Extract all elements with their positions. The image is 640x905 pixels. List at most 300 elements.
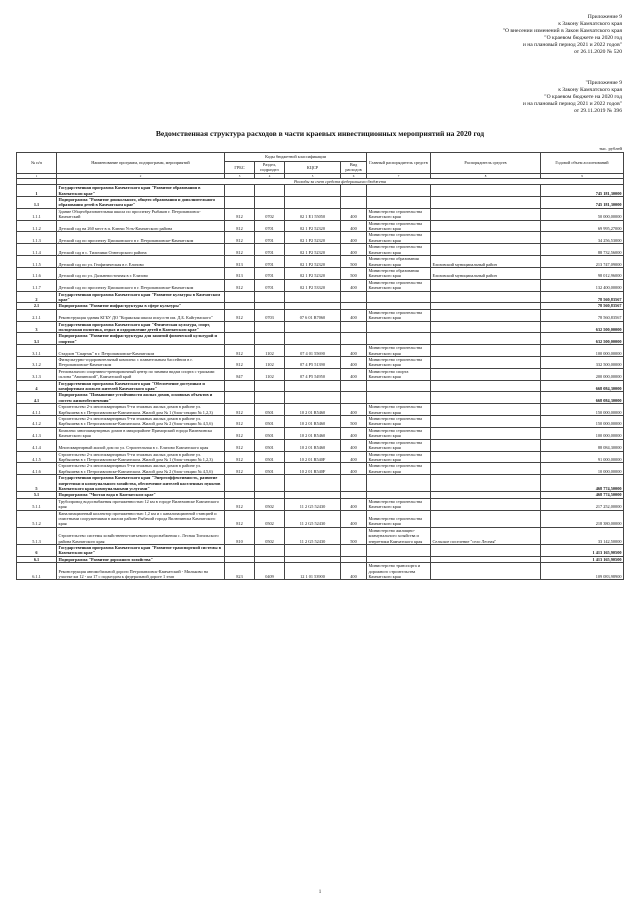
row-vid: 400 <box>341 451 367 463</box>
row-vid: 400 <box>341 463 367 475</box>
row-main-manager: Министерство образования Камчатского края <box>367 267 431 279</box>
column-index-cell: 6 <box>341 173 367 178</box>
row-manager <box>431 392 541 404</box>
table-row <box>17 244 624 256</box>
col-codes-header: Коды бюджетной классификации <box>225 153 367 162</box>
row-grbs <box>225 380 255 392</box>
row-number: 6 <box>17 545 57 557</box>
row-manager <box>431 291 541 303</box>
row-number: 2.1.1 <box>17 309 57 321</box>
column-index-cell: 3 <box>225 173 255 178</box>
column-index-cell: 2 <box>57 173 225 178</box>
col-grbs-header: ГРБС <box>225 162 255 174</box>
row-vid: 400 <box>341 404 367 416</box>
col-sum-header: Годовой объем ассигнований <box>541 153 624 174</box>
row-grbs: 810 <box>225 527 255 544</box>
row-manager <box>431 498 541 510</box>
row-vid: 400 <box>341 357 367 369</box>
row-number: 1.1.2 <box>17 220 57 232</box>
row-grbs <box>225 545 255 557</box>
row-name: Подпрограмма "Развитие дошкольного, общего образования и дополнительного образования детей в Камчатском крае" <box>57 197 225 209</box>
row-name: Детский сад на 260 мест в п. Ключи Усть-Камчатского района <box>57 220 225 232</box>
row-vid <box>341 197 367 209</box>
row-sum: 150 000,00000 <box>541 416 624 428</box>
row-manager <box>431 185 541 197</box>
table-row <box>17 208 624 220</box>
row-number: 5.1.1 <box>17 498 57 510</box>
row-manager <box>431 279 541 291</box>
row-sum: 668 084,30000 <box>541 392 624 404</box>
row-main-manager: Министерство строительства Камчатского края <box>367 498 431 510</box>
row-number: 5.1.3 <box>17 527 57 544</box>
row-ksr <box>285 333 341 345</box>
row-vid: 400 <box>341 427 367 439</box>
row-number: 1.1.7 <box>17 279 57 291</box>
row-sum: 332 500,00000 <box>541 357 624 369</box>
row-number: 4 <box>17 380 57 392</box>
section-label: Расходы за счет средств федерального бюджета <box>57 178 624 184</box>
row-number: 1 <box>17 185 57 197</box>
row-sum: 668 084,30000 <box>541 380 624 392</box>
row-number: 3 <box>17 321 57 333</box>
row-name: Строительство 2-х многоквартирных 9-ти этажных жилых домов в районе ул. Карбышева в г. Петропавловске-Камчатском. Жилой дом № 2 (блок-секции № 4,5,6) <box>57 416 225 428</box>
row-razdel: 1102 <box>255 368 285 380</box>
table-row <box>17 527 624 544</box>
row-number: 1.1.6 <box>17 267 57 279</box>
row-number: 3.1.2 <box>17 357 57 369</box>
row-name: Канализационный коллектор протяженностью 1,2 км и с канализационной станцией и очистными сооружениями в жилом районе Рыбачий города Вилючинска Камчатского края <box>57 510 225 527</box>
table-row <box>17 267 624 279</box>
row-main-manager: Министерство строительства Камчатского края <box>367 439 431 451</box>
table-row <box>17 427 624 439</box>
row-number: 3.1.3 <box>17 368 57 380</box>
row-name: Строительство 2-х многоквартирных 9-ти этажных жилых домов в районе ул. Карбышева в г. Петропавловске-Камчатском. Жилой дом № 2 (блок-секции № 4,5,6) <box>57 463 225 475</box>
header-line: "О внесении изменений в Закон Камчатского края <box>502 28 622 34</box>
row-number: 1.1.1 <box>17 208 57 220</box>
table-body <box>17 178 624 580</box>
row-sum: 10 000,00000 <box>541 463 624 475</box>
row-sum: 78 560,83567 <box>541 303 624 309</box>
table-row <box>17 368 624 380</box>
row-vid: 400 <box>341 208 367 220</box>
table-row <box>17 451 624 463</box>
row-sum: 33 142,50000 <box>541 527 624 544</box>
row-name: Подпрограмма "Повышение устойчивости жилых домов, основных объектов и систем жизнеобеспечения" <box>57 392 225 404</box>
header-line: и на плановый период 2021 и 2022 годов" <box>522 42 622 48</box>
col-num-header: № п/п <box>17 153 57 174</box>
table-row <box>17 416 624 428</box>
row-number: 2.1 <box>17 303 57 309</box>
row-grbs: 812 <box>225 510 255 527</box>
row-name: Государственная программа Камчатского края "Развитие транспортной системы в Камчатском крае" <box>57 545 225 557</box>
row-manager <box>431 563 541 580</box>
row-manager <box>431 475 541 492</box>
row-razdel <box>255 197 285 209</box>
row-grbs <box>225 291 255 303</box>
row-razdel <box>255 475 285 492</box>
row-main-manager: Министерство образования Камчатского края <box>367 256 431 268</box>
row-vid <box>341 291 367 303</box>
page-number: 1 <box>318 890 322 895</box>
row-sum: 632 500,00000 <box>541 321 624 333</box>
row-vid: 500 <box>341 416 367 428</box>
row-razdel: 0409 <box>255 563 285 580</box>
row-number: 1.1.5 <box>17 256 57 268</box>
row-grbs <box>225 475 255 492</box>
row-name: Государственная программа Камчатского края "Физическая культура, спорт, молодежная политика, отдых и оздоровление детей в Камчатском крае" <box>57 321 225 333</box>
row-sum: 213 747,09000 <box>541 256 624 268</box>
row-grbs: 812 <box>225 220 255 232</box>
table-row <box>17 279 624 291</box>
column-index-cell: 5 <box>285 173 341 178</box>
table-row <box>17 232 624 244</box>
row-grbs: 813 <box>225 256 255 268</box>
col-name-header: Наименование программ, подпрограмм, мероприятий <box>57 153 225 174</box>
row-ksr: 02 1 P2 53320 <box>285 279 341 291</box>
row-ksr: 10 2 01 R5460 <box>285 427 341 439</box>
col-vid-header: Вид расходов <box>341 162 367 174</box>
row-name: Государственная программа Камчатского края "Развитие образования в Камчатском крае" <box>57 185 225 197</box>
row-name: Стадион "Спартак" в г. Петропавловске-Камчатском <box>57 345 225 357</box>
row-manager <box>431 333 541 345</box>
row-name: Подпрограмма "Развитие дорожного хозяйства" <box>57 556 225 562</box>
row-razdel: 0701 <box>255 267 285 279</box>
row-ksr: 11 2 G5 52430 <box>285 510 341 527</box>
row-manager <box>431 345 541 357</box>
program-row <box>17 392 624 404</box>
row-manager: Елизовский муниципальный район <box>431 256 541 268</box>
row-ksr <box>285 545 341 557</box>
row-name: Государственная программа Камчатского края "Развитие культуры в Камчатском крае" <box>57 291 225 303</box>
header-line: "О краевом бюджете на 2020 год <box>544 35 622 41</box>
row-ksr <box>285 321 341 333</box>
row-grbs: 812 <box>225 498 255 510</box>
row-grbs <box>225 333 255 345</box>
row-vid <box>341 333 367 345</box>
row-manager <box>431 321 541 333</box>
row-name: Детский сад по проспекту Циолковского в г. Петропавловске-Камчатском <box>57 279 225 291</box>
table-row <box>17 439 624 451</box>
table-row <box>17 498 624 510</box>
row-grbs: 812 <box>225 451 255 463</box>
appendix-header-original <box>523 80 622 115</box>
row-number: 1.1 <box>17 197 57 209</box>
row-manager <box>431 208 541 220</box>
row-vid <box>341 380 367 392</box>
row-number: 5 <box>17 475 57 492</box>
header-line: и на плановый период 2021 и 2022 годов" <box>522 101 622 107</box>
row-main-manager: Министерство спорта Камчатского края <box>367 368 431 380</box>
row-ksr <box>285 392 341 404</box>
row-manager <box>431 545 541 557</box>
row-manager <box>431 197 541 209</box>
row-razdel <box>255 333 285 345</box>
row-name: Строительство системы хозяйственно-питьевого водоснабжения с. Лесная Тигильского района Камчатского края <box>57 527 225 544</box>
row-number: 4.1.2 <box>17 416 57 428</box>
row-grbs <box>225 197 255 209</box>
col-manager-header: Распорядитель средств <box>431 153 541 174</box>
row-manager <box>431 232 541 244</box>
row-name: Детский сад по проспекту Циолковского в г. Петропавловске-Камчатском <box>57 232 225 244</box>
row-grbs: 812 <box>225 208 255 220</box>
row-name: Регионального спортивно-тренировочный центр по зимним видам спорта с трасками склона "Авачинский", Камчатский край <box>57 368 225 380</box>
row-vid: 400 <box>341 498 367 510</box>
column-index-cell: 7 <box>367 173 431 178</box>
row-main-manager: Министерство строительства Камчатского края <box>367 309 431 321</box>
row-number: 1.1.3 <box>17 232 57 244</box>
row-main-manager: Министерство строительства Камчатского края <box>367 279 431 291</box>
row-vid <box>341 185 367 197</box>
row-sum: 468 774,50000 <box>541 492 624 498</box>
row-ksr: 07 4 01 55690 <box>285 345 341 357</box>
row-ksr: 10 2 01 R5460 <box>285 404 341 416</box>
row-main-manager: Министерство строительства Камчатского края <box>367 208 431 220</box>
row-grbs: 812 <box>225 309 255 321</box>
table-row <box>17 463 624 475</box>
row-main-manager <box>367 333 431 345</box>
row-sum: 468 774,50000 <box>541 475 624 492</box>
row-main-manager: Министерство строительства Камчатского края <box>367 357 431 369</box>
row-grbs: 847 <box>225 368 255 380</box>
row-grbs: 812 <box>225 427 255 439</box>
row-vid <box>341 475 367 492</box>
row-name: Многоквартирный жилой дом по ул. Строительная в с. Елизово Камчатского края <box>57 439 225 451</box>
row-razdel <box>255 291 285 303</box>
row-sum: 69 995,27000 <box>541 220 624 232</box>
row-sum: 78 560,83567 <box>541 291 624 303</box>
row-name: Подпрограмма "Чистая вода в Камчатском крае" <box>57 492 225 498</box>
row-name: Детский сад в с. Тиличики Олюторского района <box>57 244 225 256</box>
column-index-cell: 8 <box>431 173 541 178</box>
row-main-manager: Министерство жилищно-коммунального хозяйства и энергетики Камчатского края <box>367 527 431 544</box>
header-line: Приложение 9 <box>587 14 622 20</box>
row-razdel: 0501 <box>255 427 285 439</box>
row-sum: 200 000,00000 <box>541 368 624 380</box>
row-number: 6.1 <box>17 556 57 562</box>
row-name: Реконструкция автомобильной дороги Петропавловск-Камчатский - Мильково на участке км 12 - км 17 с подъездом к федеральной дороге 1 этап <box>57 563 225 580</box>
row-ksr <box>285 475 341 492</box>
row-razdel: 0702 <box>255 208 285 220</box>
row-razdel: 0501 <box>255 439 285 451</box>
row-main-manager <box>367 321 431 333</box>
row-name: Подпрограмма "Развитие инфраструктуры в сфере культуры" <box>57 303 225 309</box>
row-ksr: 02 1 E1 55050 <box>285 208 341 220</box>
row-manager <box>431 244 541 256</box>
row-manager <box>431 309 541 321</box>
row-grbs: 812 <box>225 404 255 416</box>
row-vid: 500 <box>341 267 367 279</box>
row-sum: 91 000,00000 <box>541 451 624 463</box>
row-grbs: 812 <box>225 463 255 475</box>
table-row <box>17 309 624 321</box>
row-manager <box>431 380 541 392</box>
row-razdel <box>255 185 285 197</box>
row-razdel: 0701 <box>255 220 285 232</box>
row-razdel: 0703 <box>255 309 285 321</box>
row-number: 3.1.1 <box>17 345 57 357</box>
header-line: от 29.11.2019 № 396 <box>573 108 622 114</box>
row-sum: 217 252,00000 <box>541 498 624 510</box>
row-name: Строительство 2-х многоквартирных 9-ти этажных жилых домов в районе ул. Карбышева в г. Петропавловске-Камчатском. Жилой дом № 1 (блок-секции № 1,2,3) <box>57 404 225 416</box>
row-grbs <box>225 321 255 333</box>
row-grbs: 812 <box>225 232 255 244</box>
row-ksr <box>285 291 341 303</box>
row-grbs <box>225 392 255 404</box>
row-razdel: 1102 <box>255 357 285 369</box>
row-razdel: 0701 <box>255 256 285 268</box>
row-vid: 400 <box>341 345 367 357</box>
row-grbs: 812 <box>225 357 255 369</box>
row-razdel <box>255 321 285 333</box>
row-number: 5.1.2 <box>17 510 57 527</box>
row-manager: Сельское поселение "село Лесная" <box>431 527 541 544</box>
row-grbs: 812 <box>225 439 255 451</box>
program-row <box>17 380 624 392</box>
row-ksr <box>285 185 341 197</box>
row-number: 1.1.4 <box>17 244 57 256</box>
row-grbs: 813 <box>225 267 255 279</box>
row-manager <box>431 427 541 439</box>
row-ksr: 10 2 01 R540F <box>285 463 341 475</box>
row-main-manager <box>367 392 431 404</box>
row-ksr: 07 4 P5 51390 <box>285 357 341 369</box>
row-ksr: 02 1 P2 52320 <box>285 244 341 256</box>
row-sum: 98 012,96000 <box>541 267 624 279</box>
row-main-manager: Министерство строительства Камчатского края <box>367 451 431 463</box>
row-ksr: 12 1 01 53900 <box>285 563 341 580</box>
row-vid: 400 <box>341 510 367 527</box>
row-razdel: 0502 <box>255 498 285 510</box>
row-name: Комплекс многоквартирных домов в микрорайоне Приморский города Вилючинска Камчатского края <box>57 427 225 439</box>
program-row <box>17 291 624 303</box>
row-vid: 500 <box>341 256 367 268</box>
row-ksr: 02 1 P2 52320 <box>285 267 341 279</box>
row-vid: 400 <box>341 244 367 256</box>
row-ksr <box>285 380 341 392</box>
row-vid: 400 <box>341 309 367 321</box>
table-row <box>17 220 624 232</box>
row-main-manager <box>367 545 431 557</box>
row-main-manager: Министерство строительства Камчатского края <box>367 220 431 232</box>
row-main-manager: Министерство строительства Камчатского края <box>367 463 431 475</box>
column-index-cell: 9 <box>541 173 624 178</box>
unit-label: тыс. рублей <box>599 146 622 151</box>
row-razdel <box>255 545 285 557</box>
row-ksr: 02 1 P2 52320 <box>285 256 341 268</box>
row-sum: 132 400,00000 <box>541 279 624 291</box>
row-name: Реконструкция здания КГБУ ДО "Корякская школа искусств им. Д.Б. Кайгунаского" <box>57 309 225 321</box>
row-vid: 400 <box>341 563 367 580</box>
row-number: 2 <box>17 291 57 303</box>
row-main-manager <box>367 197 431 209</box>
row-main-manager: Министерство строительства Камчатского края <box>367 404 431 416</box>
row-name: Подпрограмма "Развитие инфраструктуры для занятий физической культурой и спортом" <box>57 333 225 345</box>
row-number: 5.1 <box>17 492 57 498</box>
row-number: 4.1.3 <box>17 427 57 439</box>
row-manager <box>431 510 541 527</box>
row-vid: 500 <box>341 527 367 544</box>
row-vid: 400 <box>341 279 367 291</box>
table-row <box>17 357 624 369</box>
row-ksr: 07 4 P5 54950 <box>285 368 341 380</box>
row-vid <box>341 321 367 333</box>
row-name: Физкультурно-оздоровительный комплекс с плавательным бассейном в г. Петропавловске-Камчатском <box>57 357 225 369</box>
row-name: Трубопровод водоснабжения протяженностью 12 км в городе Вилючинске Камчатского края <box>57 498 225 510</box>
header-line: к Закону Камчатского края <box>558 87 622 93</box>
table-row <box>17 563 624 580</box>
row-vid: 400 <box>341 439 367 451</box>
row-main-manager <box>367 475 431 492</box>
row-sum: 50 000,00000 <box>541 208 624 220</box>
row-main-manager: Министерство строительства Камчатского края <box>367 416 431 428</box>
row-razdel: 1102 <box>255 345 285 357</box>
row-sum: 78 560,83567 <box>541 309 624 321</box>
row-main-manager <box>367 380 431 392</box>
row-name: Детский сад по ул. Дальневосточная в г. Елизово <box>57 267 225 279</box>
row-number: 6.1.1 <box>17 563 57 580</box>
row-sum: 632 500,00000 <box>541 333 624 345</box>
row-razdel: 0502 <box>255 527 285 544</box>
row-number: 4.1.5 <box>17 451 57 463</box>
program-row <box>17 185 624 197</box>
row-main-manager: Министерство транспорта и дорожного строительства Камчатского края <box>367 563 431 580</box>
header-line: "О краевом бюджете на 2020 год <box>544 94 622 100</box>
program-row <box>17 333 624 345</box>
row-vid: 400 <box>341 368 367 380</box>
row-razdel <box>255 392 285 404</box>
program-row <box>17 321 624 333</box>
row-manager <box>431 451 541 463</box>
row-sum: 745 181,30000 <box>541 185 624 197</box>
row-razdel: 0501 <box>255 451 285 463</box>
program-row <box>17 545 624 557</box>
row-sum: 100 000,00000 <box>541 427 624 439</box>
row-sum: 100 000,00000 <box>541 345 624 357</box>
row-grbs: 812 <box>225 345 255 357</box>
row-name: Детский сад по ул. Геофизическая в г. Елизово <box>57 256 225 268</box>
row-ksr: 10 2 01 R540F <box>285 451 341 463</box>
row-name: Государственная программа Камчатского края "Обеспечение доступным и комфортным жильем жителей Камчатского края" <box>57 380 225 392</box>
row-manager <box>431 220 541 232</box>
column-index-cell: 1 <box>17 173 57 178</box>
row-main-manager <box>367 185 431 197</box>
row-manager <box>431 463 541 475</box>
row-main-manager <box>367 291 431 303</box>
row-vid <box>341 545 367 557</box>
row-grbs: 823 <box>225 563 255 580</box>
row-name: Государственная программа Камчатского края "Энергоэффективность, развитие энергетики и коммунального хозяйства, обеспечение жителей населенных пунктов Камчатского края коммунальными услугами" <box>57 475 225 492</box>
row-ksr: 02 1 P2 52320 <box>285 232 341 244</box>
row-razdel: 0701 <box>255 232 285 244</box>
row-ksr: 10 2 01 R5460 <box>285 439 341 451</box>
row-number: 4.1.4 <box>17 439 57 451</box>
col-razdel-header: Раздел, подраздел <box>255 162 285 174</box>
row-sum: 150 000,00000 <box>541 404 624 416</box>
row-razdel: 0501 <box>255 463 285 475</box>
header-line: к Закону Камчатского края <box>558 21 622 27</box>
row-grbs: 812 <box>225 279 255 291</box>
header-line: от 26.11.2020 № 520 <box>573 49 622 55</box>
row-sum: 218 380,00000 <box>541 510 624 527</box>
expenditure-table <box>16 152 624 580</box>
row-sum: 1 413 165,90500 <box>541 545 624 557</box>
row-number: 4.1.6 <box>17 463 57 475</box>
row-manager <box>431 357 541 369</box>
row-name: Здание Общеобразовательная школа по проспекту Рыбаков г. Петропавловск-Камчатский <box>57 208 225 220</box>
row-number: 3.1 <box>17 333 57 345</box>
row-sum: 88 084,30000 <box>541 439 624 451</box>
col-main-manager-header: Главный распорядитель средств <box>367 153 431 174</box>
